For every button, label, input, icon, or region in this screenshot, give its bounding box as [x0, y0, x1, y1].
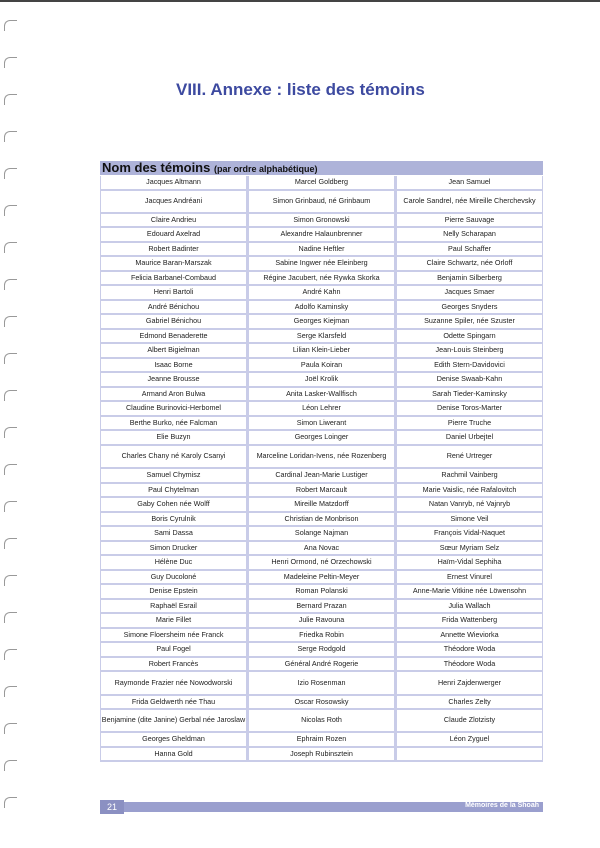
witness-name-cell: Marie Fillet — [101, 614, 246, 627]
witness-name-cell: Simon Grinbaud, né Grinbaum — [249, 191, 394, 212]
binder-ring — [4, 316, 17, 327]
witness-name-cell: Charles Zelty — [397, 696, 542, 709]
witness-name-cell: Robert Francès — [101, 658, 246, 671]
witness-name-cell: Suzanne Spiler, née Szuster — [397, 315, 542, 328]
binder-ring — [4, 242, 17, 253]
witness-name-cell: Nadine Heftler — [249, 243, 394, 256]
witness-name-cell: Jacques Andréani — [101, 191, 246, 212]
witness-name-cell: Claude Zlotzisty — [397, 710, 542, 731]
witness-name-cell: Jacques Altmann — [101, 176, 246, 189]
witness-name-cell: Albert Bigielman — [101, 344, 246, 357]
witness-name-cell: Pierre Sauvage — [397, 214, 542, 227]
witness-name-cell: René Urtreger — [397, 446, 542, 467]
witness-name-cell: Marcel Goldberg — [249, 176, 394, 189]
witness-name-cell: Georges Kiejman — [249, 315, 394, 328]
witness-name-cell: Anita Lasker-Wallfisch — [249, 388, 394, 401]
binder-ring — [4, 168, 17, 179]
witness-name-cell: Denise Toros-Marter — [397, 402, 542, 415]
witness-name-cell: Ana Novac — [249, 542, 394, 555]
witness-name-cell: Nicolas Roth — [249, 710, 394, 731]
witness-name-cell: Paul Chytelman — [101, 484, 246, 497]
witness-name-cell: Régine Jacubert, née Rywka Skorka — [249, 272, 394, 285]
witness-name-cell — [397, 748, 542, 761]
table-header — [102, 160, 318, 175]
witness-name-cell: Général André Rogerie — [249, 658, 394, 671]
witness-name-cell: Léon Lehrer — [249, 402, 394, 415]
witness-name-cell: Felicia Barbanel-Combaud — [101, 272, 246, 285]
witness-name-cell: Raphaël Esrail — [101, 600, 246, 613]
witness-name-cell: Henri Bartoli — [101, 286, 246, 299]
witness-name-cell: Odette Spingarn — [397, 330, 542, 343]
witness-name-cell: Simon Gronowski — [249, 214, 394, 227]
witness-name-cell: Maurice Baran-Marszak — [101, 257, 246, 270]
witness-name-cell: Edmond Benaderette — [101, 330, 246, 343]
witness-name-cell: Gabriel Bénichou — [101, 315, 246, 328]
witness-column-1 — [101, 176, 246, 762]
witness-name-cell: Julia Wallach — [397, 600, 542, 613]
binder-ring — [4, 390, 17, 401]
witness-name-cell: Hanna Gold — [101, 748, 246, 761]
witness-name-cell: Ephraim Rozen — [249, 733, 394, 746]
witness-column-3 — [397, 176, 542, 762]
witness-name-cell: Pierre Truche — [397, 417, 542, 430]
witness-name-cell: Anne-Marie Vitkine née Löwensohn — [397, 585, 542, 598]
witness-name-cell: Izio Rosenman — [249, 672, 394, 693]
witness-name-cell: Julie Ravouna — [249, 614, 394, 627]
witness-name-cell: Sœur Myriam Selz — [397, 542, 542, 555]
witness-name-cell: Paula Koiran — [249, 359, 394, 372]
binder-ring — [4, 131, 17, 142]
binder-ring — [4, 538, 17, 549]
witness-name-cell: Roman Polanski — [249, 585, 394, 598]
witness-name-cell: Simone Veil — [397, 513, 542, 526]
witness-name-cell: Edouard Axelrad — [101, 228, 246, 241]
witness-name-cell: Simon Liwerant — [249, 417, 394, 430]
witness-name-cell: Haïm-Vidal Sephiha — [397, 556, 542, 569]
witness-name-cell: Raymonde Frazier née Nowodworski — [101, 672, 246, 693]
binder-ring — [4, 501, 17, 512]
witness-name-cell: Simon Drucker — [101, 542, 246, 555]
witness-name-cell: François Vidal-Naquet — [397, 527, 542, 540]
witness-name-cell: Georges Snyders — [397, 301, 542, 314]
footer-bar — [100, 802, 543, 812]
witness-name-cell: Edith Stern-Davidovici — [397, 359, 542, 372]
witness-name-cell: André Bénichou — [101, 301, 246, 314]
binder-ring — [4, 279, 17, 290]
witness-name-cell: Adolfo Kaminsky — [249, 301, 394, 314]
witness-name-cell: Georges Gheldman — [101, 733, 246, 746]
witness-name-cell: Sami Dassa — [101, 527, 246, 540]
binder-ring — [4, 20, 17, 31]
binder-ring — [4, 94, 17, 105]
witness-name-cell: Hélène Duc — [101, 556, 246, 569]
witness-name-cell: Marie Vaislic, née Rafalovitch — [397, 484, 542, 497]
witness-name-cell: Joël Krolik — [249, 373, 394, 386]
witness-table — [100, 176, 543, 762]
witness-name-cell: Carole Sandrel, née Mireille Cherchevsky — [397, 191, 542, 212]
witness-name-cell: Robert Badinter — [101, 243, 246, 256]
page-title: VIII. Annexe : liste des témoins — [176, 80, 425, 99]
witness-name-cell: Jacques Smaer — [397, 286, 542, 299]
witness-name-cell: Benjamine (dite Janine) Gerbal née Jaroslaw — [101, 710, 246, 731]
witness-name-cell: Benjamin Silberberg — [397, 272, 542, 285]
witness-name-cell: Claire Schwartz, née Orloff — [397, 257, 542, 270]
witness-name-cell: Théodore Woda — [397, 643, 542, 656]
witness-name-cell: Jean Samuel — [397, 176, 542, 189]
witness-name-cell: Mireille Matzdorff — [249, 498, 394, 511]
witness-name-cell: Marceline Loridan-Ivens, née Rozenberg — [249, 446, 394, 467]
witness-name-cell: Natan Vanryb, né Vajnryb — [397, 498, 542, 511]
witness-name-cell: Bernard Prazan — [249, 600, 394, 613]
witness-name-cell: Sarah Tieder-Kaminsky — [397, 388, 542, 401]
witness-name-cell: Armand Aron Bulwa — [101, 388, 246, 401]
witness-name-cell: Rachmil Vainberg — [397, 469, 542, 482]
binder-ring — [4, 686, 17, 697]
witness-name-cell: Boris Cyrulnik — [101, 513, 246, 526]
witness-name-cell: André Kahn — [249, 286, 394, 299]
witness-name-cell: Henri Ormond, né Orzechowski — [249, 556, 394, 569]
binder-ring — [4, 723, 17, 734]
witness-name-cell: Isaac Borne — [101, 359, 246, 372]
witness-name-cell: Henri Zajdenwerger — [397, 672, 542, 693]
witness-name-cell: Samuel Chymisz — [101, 469, 246, 482]
binder-ring — [4, 575, 17, 586]
witness-name-cell: Gaby Cohen née Wolff — [101, 498, 246, 511]
footer-brand: Mémoires de la Shoah — [465, 802, 539, 809]
witness-name-cell: Georges Loinger — [249, 431, 394, 444]
binder-ring — [4, 205, 17, 216]
witness-name-cell: Guy Ducoloné — [101, 571, 246, 584]
witness-name-cell: Ernest Vinurel — [397, 571, 542, 584]
witness-name-cell: Joseph Rubinsztein — [249, 748, 394, 761]
witness-name-cell: Denise Epstein — [101, 585, 246, 598]
witness-name-cell: Jeanne Brousse — [101, 373, 246, 386]
binder-ring — [4, 353, 17, 364]
binder-holes — [4, 20, 18, 840]
witness-name-cell: Daniel Urbejtel — [397, 431, 542, 444]
witness-name-cell: Lilian Klein-Lieber — [249, 344, 394, 357]
witness-name-cell: Cardinal Jean-Marie Lustiger — [249, 469, 394, 482]
table-header-sub: (par ordre alphabétique) — [213, 164, 318, 174]
witness-name-cell: Simone Floersheim née Franck — [101, 629, 246, 642]
top-rule — [0, 0, 600, 2]
binder-ring — [4, 797, 17, 808]
witness-name-cell: Claire Andrieu — [101, 214, 246, 227]
witness-name-cell: Théodore Woda — [397, 658, 542, 671]
witness-name-cell: Sabine Ingwer née Eleinberg — [249, 257, 394, 270]
witness-name-cell: Frida Wattenberg — [397, 614, 542, 627]
witness-name-cell: Claudine Burinovici-Herbomel — [101, 402, 246, 415]
witness-name-cell: Frida Geldwerth née Thau — [101, 696, 246, 709]
witness-name-cell: Berthe Burko, née Falcman — [101, 417, 246, 430]
witness-name-cell: Léon Zyguel — [397, 733, 542, 746]
witness-column-2 — [249, 176, 394, 762]
witness-name-cell: Robert Marcault — [249, 484, 394, 497]
binder-ring — [4, 57, 17, 68]
witness-name-cell: Paul Fogel — [101, 643, 246, 656]
witness-name-cell: Madeleine Peltin-Meyer — [249, 571, 394, 584]
binder-ring — [4, 427, 17, 438]
witness-name-cell: Elie Buzyn — [101, 431, 246, 444]
binder-ring — [4, 612, 17, 623]
witness-name-cell: Jean-Louis Steinberg — [397, 344, 542, 357]
page-number: 21 — [100, 800, 124, 814]
binder-ring — [4, 760, 17, 771]
witness-name-cell: Nelly Scharapan — [397, 228, 542, 241]
witness-name-cell: Oscar Rosowsky — [249, 696, 394, 709]
binder-ring — [4, 464, 17, 475]
witness-name-cell: Annette Wieviorka — [397, 629, 542, 642]
witness-name-cell: Christian de Monbrison — [249, 513, 394, 526]
witness-name-cell: Paul Schaffer — [397, 243, 542, 256]
witness-name-cell: Denise Swaab-Kahn — [397, 373, 542, 386]
witness-name-cell: Solange Najman — [249, 527, 394, 540]
witness-name-cell: Charles Chany né Karoly Csanyi — [101, 446, 246, 467]
binder-ring — [4, 649, 17, 660]
witness-name-cell: Alexandre Halaunbrenner — [249, 228, 394, 241]
table-header-banner — [100, 161, 543, 175]
witness-name-cell: Serge Klarsfeld — [249, 330, 394, 343]
witness-name-cell: Serge Rodgold — [249, 643, 394, 656]
witness-name-cell: Friedka Robin — [249, 629, 394, 642]
table-header-main: Nom des témoins — [102, 160, 211, 175]
